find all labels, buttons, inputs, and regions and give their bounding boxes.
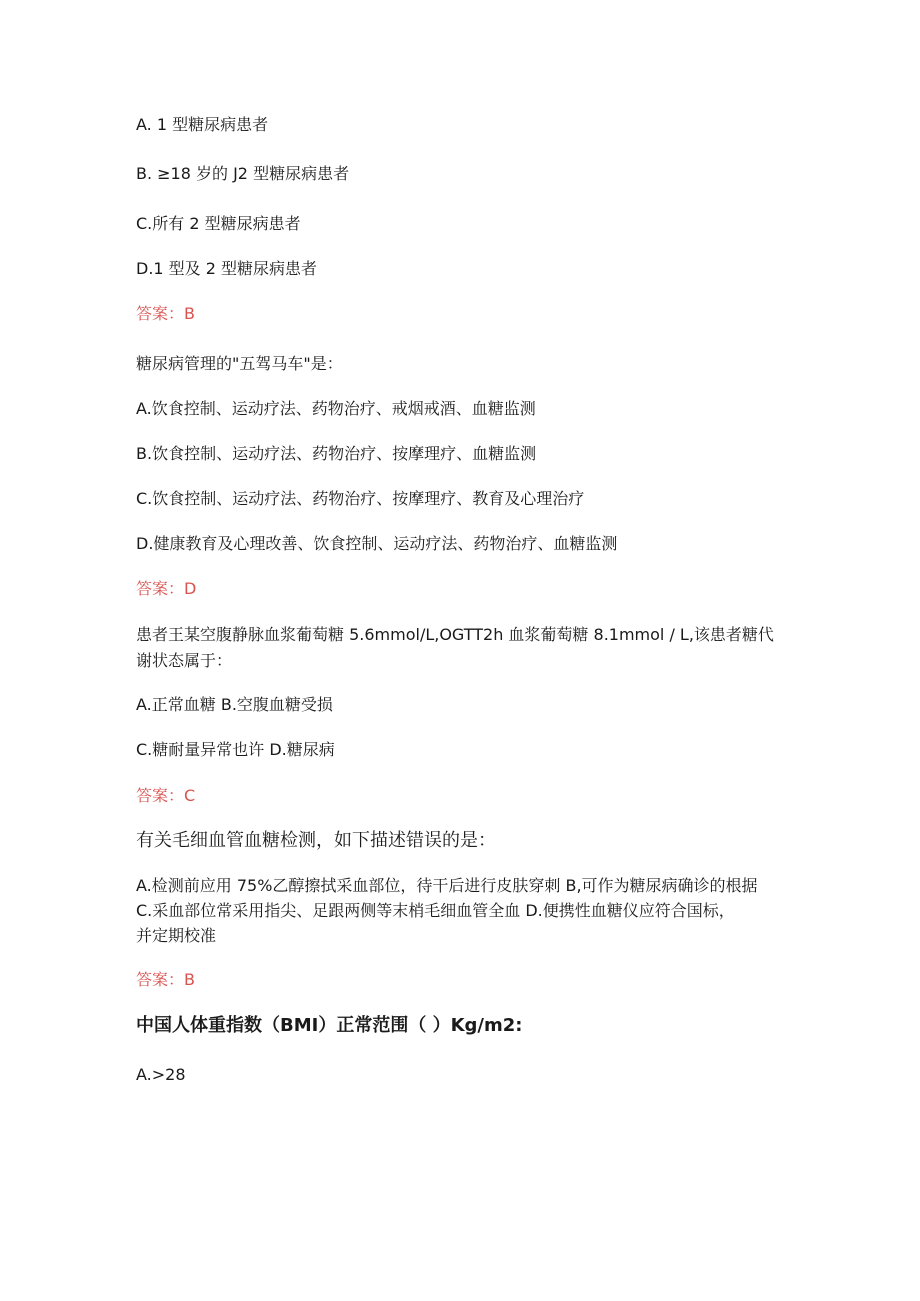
- q4-options-line3: 并定期校准: [136, 926, 217, 945]
- q1-option-a: A. 1 型糖尿病患者: [136, 115, 269, 134]
- q4-question: 有关毛细血管血糖检测，如下描述错误的是：: [136, 830, 496, 851]
- q3-options-line2: C.糖耐量异常也许 D.糖尿病: [136, 740, 335, 759]
- q2-option-b: B.饮食控制、运动疗法、药物治疗、按摩理疗、血糖监测: [136, 444, 537, 463]
- q5-question: 中国人体重指数（BMI）正常范围（ ）Kg/m2:: [136, 1015, 523, 1036]
- q3-options-line1: A.正常血糖 B.空腹血糖受损: [136, 695, 333, 714]
- q2-option-a: A.饮食控制、运动疗法、药物治疗、戒烟戒酒、血糖监测: [136, 399, 536, 418]
- q1-option-d: D.1 型及 2 型糖尿病患者: [136, 259, 318, 278]
- q1-option-b: B. ≥18 岁的 J2 型糖尿病患者: [136, 164, 350, 183]
- q2-option-c: C.饮食控制、运动疗法、药物治疗、按摩理疗、教育及心理治疗: [136, 489, 585, 508]
- q2-option-d: D.健康教育及心理改善、饮食控制、运动疗法、药物治疗、血糖监测: [136, 534, 618, 553]
- q1-answer: 答案：B: [136, 304, 195, 323]
- q3-question-line1: 患者王某空腹静脉血浆葡萄糖 5.6mmol/L,OGTT2h 血浆葡萄糖 8.1mmol / L,该患者糖代: [136, 625, 774, 644]
- q1-option-c: C.所有 2 型糖尿病患者: [136, 214, 301, 233]
- q4-options-line1: A.检测前应用 75%乙醇擦拭采血部位，待干后进行皮肤穿刺 B,可作为糖尿病确诊的根据: [136, 876, 758, 895]
- q5-option-a: A.>28: [136, 1065, 186, 1084]
- q3-answer: 答案：C: [136, 786, 196, 805]
- q4-answer: 答案：B: [136, 970, 195, 989]
- q3-question-line2: 谢状态属于：: [136, 651, 233, 670]
- q2-question: 糖尿病管理的"五驾马车"是：: [136, 354, 343, 373]
- q2-answer: 答案：D: [136, 579, 197, 598]
- q4-options-line2: C.采血部位常采用指尖、足跟两侧等末梢毛细血管全血 D.便携性血糖仪应符合国标，: [136, 901, 735, 920]
